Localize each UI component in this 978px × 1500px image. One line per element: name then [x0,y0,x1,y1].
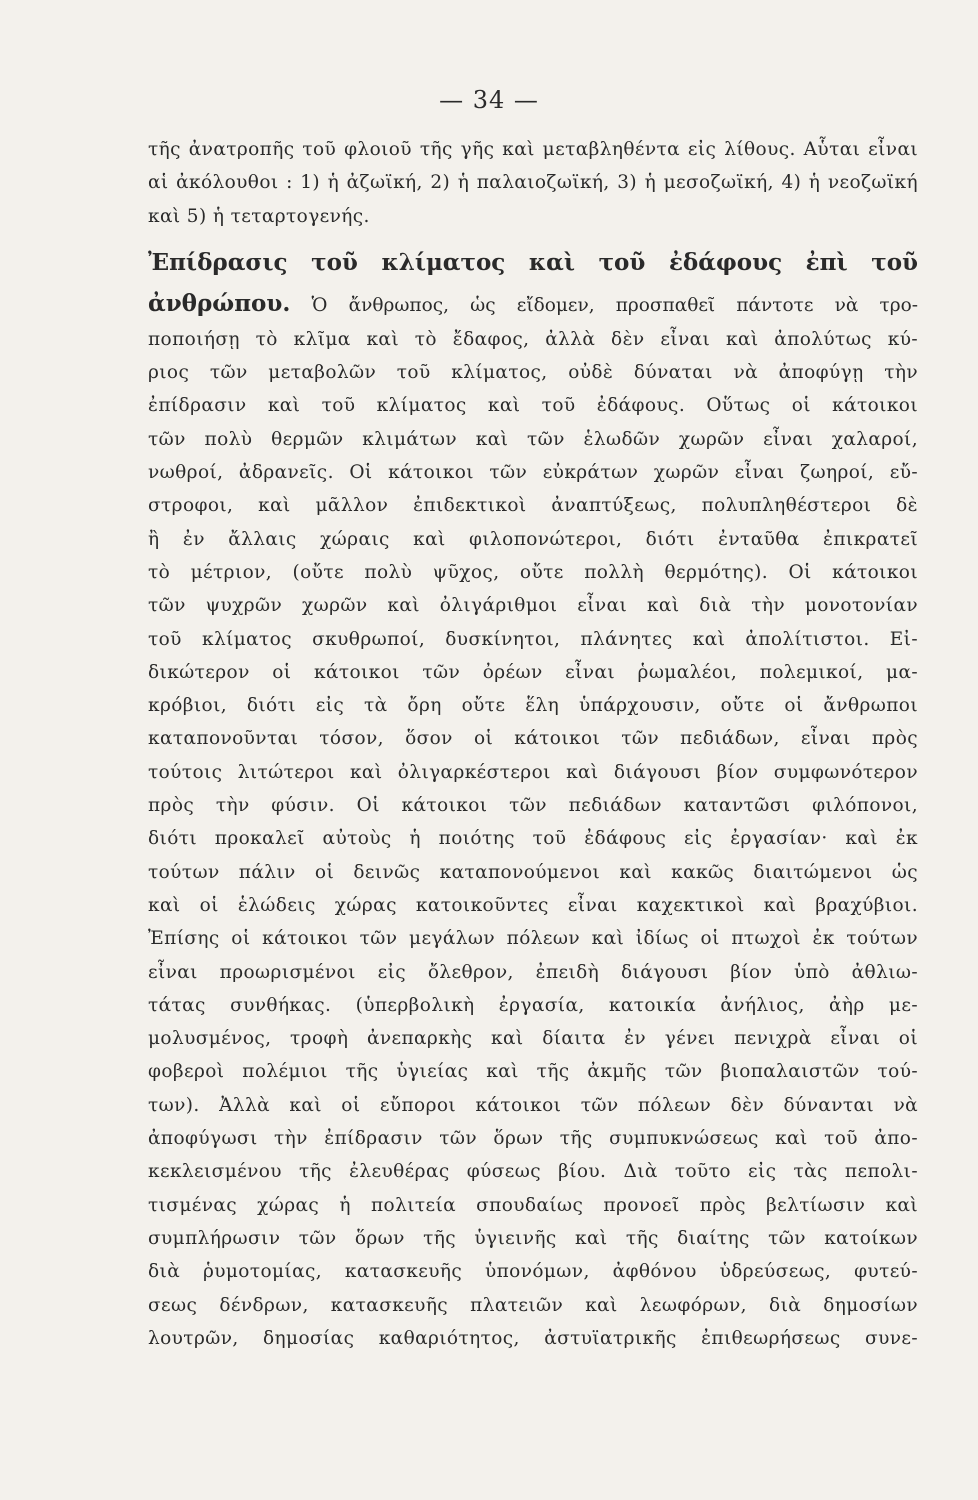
text-line: αἱ ἀκόλουθοι : 1) ἡ ἀζωϊκή, 2) ἡ παλαιοζωϊκή, 3) ἡ μεσοζωϊκή, 4) ἡ νεοζωϊκή [148,172,918,194]
text-line: τῶν ψυχρῶν χωρῶν καὶ ὀλιγάριθμοι εἶναι καὶ διὰ τὴν μονοτονίαν [148,595,918,617]
text-line: μολυσμένος, τροφὴ ἀνεπαρκὴς καὶ δίαιτα ἐν γένει πενιχρὰ εἶναι οἱ [148,1028,918,1050]
text-line: νωθροί, ἀδρανεῖς. Οἱ κάτοικοι τῶν εὐκράτων χωρῶν εἶναι ζωηροί, εὔ- [148,462,918,484]
text-line: συμπλήρωσιν τῶν ὅρων τῆς ὑγιεινῆς καὶ τῆς διαίτης τῶν κατοίκων [148,1227,918,1249]
text-line: λουτρῶν, δημοσίας καθαριότητος, ἀστυϊατρικῆς ἐπιθεωρήσεως συνε- [148,1327,918,1349]
text-line: πρὸς τὴν φύσιν. Οἱ κάτοικοι τῶν πεδιάδων καταντῶσι φιλόπονοι, [148,795,918,817]
text-line: στροφοι, καὶ μᾶλλον ἐπιδεκτικοὶ ἀναπτύξεως, πολυπληθέστεροι δὲ [148,495,918,517]
text-line: διὰ ῥυμοτομίας, κατασκευῆς ὑπονόμων, ἀφθόνου ὑδρεύσεως, φυτεύ- [148,1261,918,1283]
text-line: των). Ἀλλὰ καὶ οἱ εὔποροι κάτοικοι τῶν πόλεων δὲν δύνανται νὰ [148,1094,918,1116]
text-line: κεκλεισμένου τῆς ἐλευθέρας φύσεως βίου. Διὰ τοῦτο εἰς τὰς πεπολι- [148,1161,918,1183]
text-line: διότι προκαλεῖ αὐτοὺς ἡ ποιότης τοῦ ἐδάφους εἰς ἐργασίαν· καὶ ἐκ [148,828,918,850]
text-line: σεως δένδρων, κατασκευῆς πλατειῶν καὶ λεωφόρων, διὰ δημοσίων [148,1294,918,1316]
text-line: ἢ ἐν ἄλλαις χώραις καὶ φιλοπονώτεροι, διότι ἐνταῦθα ἐπικρατεῖ [148,528,918,550]
text-line: ἐπίδρασιν καὶ τοῦ κλίματος καὶ τοῦ ἐδάφους. Οὕτως οἱ κάτοικοι [148,395,918,417]
text-line: τὸ μέτριον, (οὔτε πολὺ ψῦχος, οὔτε πολλὴ θερμότης). Οἱ κάτοικοι [148,561,918,583]
paragraph-body [148,323,918,1355]
section-heading-end: ἀνθρώπου. [148,289,291,317]
text-line: τῆς ἀνατροπῆς τοῦ φλοιοῦ τῆς γῆς καὶ μεταβληθέντα εἰς λίθους. Αὗται εἶναι [148,139,918,160]
text-line: καταπονοῦνται τόσον, ὅσον οἱ κάτοικοι τῶν πεδιάδων, εἶναι πρὸς [148,728,918,750]
text-line: τῶν πολὺ θερμῶν κλιμάτων καὶ τῶν ἑλωδῶν χωρῶν εἶναι χαλαροί, [148,428,918,450]
text-line: ποποιήσῃ τὸ κλῖμα καὶ τὸ ἔδαφος, ἀλλὰ δὲν εἶναι καὶ ἀπολύτως κύ- [148,328,918,350]
text-line: καὶ οἱ ἑλώδεις χώρας κατοικοῦντες εἶναι καχεκτικοὶ καὶ βραχύβιοι. [148,894,918,916]
paragraph-start: Ὁ ἄνθρωπος, ὡς εἴδομεν, προσπαθεῖ πάντοτε νὰ τρο- [311,294,918,316]
text-line: τισμένας χώρας ἡ πολιτεία σπουδαίως προνοεῖ πρὸς βελτίωσιν καὶ [148,1194,918,1216]
section-heading: Ἐπίδρασις τοῦ κλίματος καὶ τοῦ ἐδάφους ἐπὶ τοῦ [148,248,918,276]
text-line: δικώτερον οἱ κάτοικοι τῶν ὀρέων εἶναι ῥωμαλέοι, πολεμικοί, μα- [148,661,918,683]
text-line: ριος τῶν μεταβολῶν τοῦ κλίματος, οὐδὲ δύναται νὰ ἀποφύγῃ τὴν [148,362,918,384]
text-line: ἀποφύγωσι τὴν ἐπίδρασιν τῶν ὅρων τῆς συμπυκνώσεως καὶ τοῦ ἀπο- [148,1128,918,1150]
text-line: τούτοις λιτώτεροι καὶ ὀλιγαρκέστεροι καὶ διάγουσι βίον συμφωνότερον [148,761,918,783]
page-text [148,133,918,1355]
text-line: φοβεροὶ πολέμιοι τῆς ὑγιείας καὶ τῆς ἀκμῆς τῶν βιοπαλαιστῶν τού- [148,1061,918,1083]
section-heading-continuation [148,285,918,323]
text-line: τούτων πάλιν οἱ δεινῶς καταπονούμενοι καὶ κακῶς διαιτώμενοι ὡς [148,861,918,883]
text-line: καὶ 5) ἡ τεταρτογενής. [148,205,370,227]
text-line: εἶναι προωρισμένοι εἰς ὄλεθρον, ἐπειδὴ διάγουσι βίον ὑπὸ ἀθλιω- [148,961,918,983]
text-line: τοῦ κλίματος σκυθρωποί, δυσκίνητοι, πλάνητες καὶ ἀπολίτιστοι. Εἰ- [148,628,918,650]
page-number: — 34 — [439,86,539,114]
text-line: τάτας συνθήκας. (ὑπερβολικὴ ἐργασία, κατοικία ἀνήλιος, ἀὴρ με- [148,994,918,1016]
text-line: Ἐπίσης οἱ κάτοικοι τῶν μεγάλων πόλεων καὶ ἰδίως οἱ πτωχοὶ ἐκ τούτων [148,928,918,950]
text-line: κρόβιοι, διότι εἰς τὰ ὄρη οὔτε ἕλη ὑπάρχουσιν, οὔτε οἱ ἄνθρωποι [148,695,918,717]
